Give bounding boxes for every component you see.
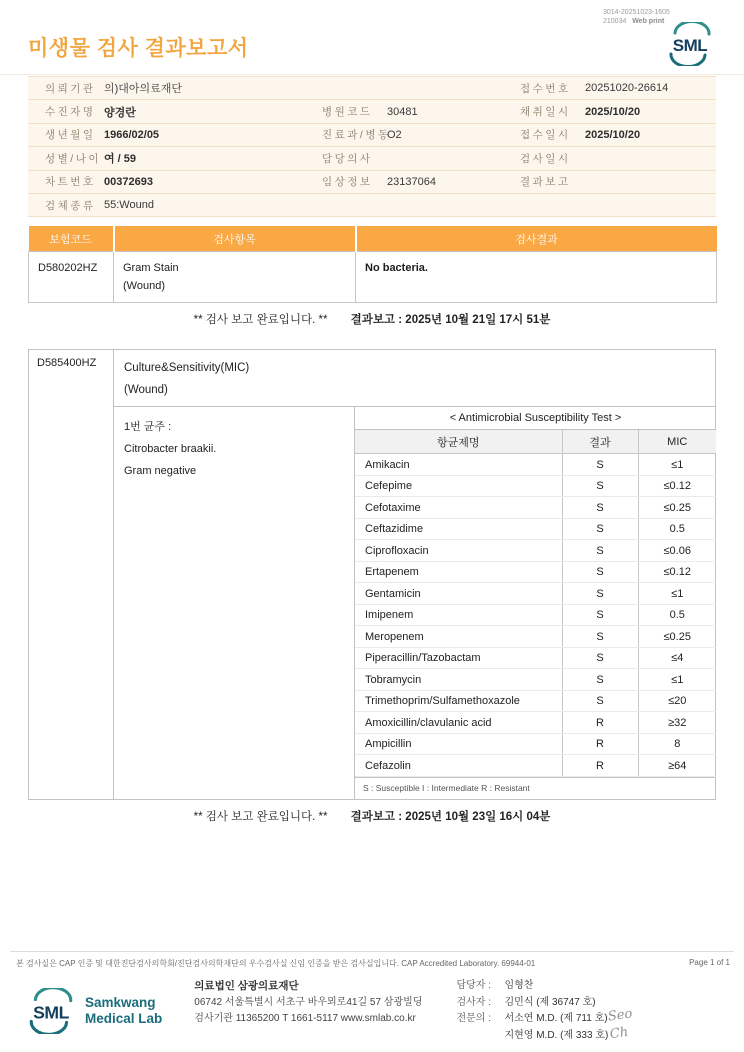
antibiotic-mic: 0.5 <box>638 604 716 626</box>
field-value: 여 / 59 <box>100 147 305 170</box>
antibiotic-mic: ≤1 <box>638 583 716 605</box>
column-header-code: 보험코드 <box>29 226 114 251</box>
ast-legend: S : Susceptible I : Intermediate R : Resistant <box>355 777 716 799</box>
antibiotic-result: R <box>562 755 638 777</box>
sml-logo-icon <box>664 22 716 66</box>
accreditation-text: 본 검사실은 CAP 인증 및 대한진단검사의학회/진단검사의학재단의 우수검사실 신임 인증을 받은 검사실입니다. CAP Accredited Laboratory. 69944-01 <box>16 959 536 968</box>
antibiotic-result: S <box>562 626 638 648</box>
field-value: 의)대아의료재단 <box>100 77 503 100</box>
field-label: 결과보고 <box>503 170 581 193</box>
report-footer <box>0 951 744 1052</box>
field-label: 병원코드 <box>305 100 383 123</box>
antibiotic-result: R <box>562 733 638 755</box>
antibiotic-name: Trimethoprim/Sulfamethoxazole <box>355 690 562 712</box>
ast-area <box>355 407 716 799</box>
antibiotic-name: Meropenem <box>355 626 562 648</box>
antibiotic-result: S <box>562 647 638 669</box>
antibiotic-result: S <box>562 518 638 540</box>
antibiotic-name: Ciprofloxacin <box>355 540 562 562</box>
antibiotic-name: Piperacillin/Tazobactam <box>355 647 562 669</box>
print-type: Web print <box>632 18 665 25</box>
field-label: 담당의사 <box>305 147 383 170</box>
patient-info-table <box>28 76 716 217</box>
ast-col-mic: MIC <box>638 430 716 454</box>
test-code: D585400HZ <box>29 350 114 799</box>
field-label: 차트번호 <box>28 170 100 193</box>
gram-stain-table <box>28 226 717 303</box>
ast-col-result: 결과 <box>562 430 638 454</box>
staff-row: 지현영 M.D. (제 333 호) <box>504 1029 609 1041</box>
field-value: 2025/10/20 <box>581 100 716 123</box>
ast-row <box>355 690 716 712</box>
antibiotic-name: Gentamicin <box>355 583 562 605</box>
org-name: 의료법인 삼광의료재단 <box>194 980 299 992</box>
print-info <box>603 8 670 26</box>
patient-info-row <box>28 100 716 123</box>
antibiotic-mic: ≤0.25 <box>638 626 716 648</box>
antibiotic-mic: ≤0.25 <box>638 497 716 519</box>
field-label: 진료과/병동 <box>305 123 383 146</box>
field-label: 접수일시 <box>503 123 581 146</box>
culture-lower <box>114 407 716 799</box>
ast-row <box>355 454 716 476</box>
patient-info-row <box>28 123 716 146</box>
svg-text:SML: SML <box>33 1002 69 1023</box>
doctor-signature: Seo <box>607 1006 634 1025</box>
antibiotic-mic: ≤0.06 <box>638 540 716 562</box>
report-time: 결과보고 : 2025년 10월 21일 17시 51분 <box>350 313 551 326</box>
field-value <box>581 170 716 193</box>
accreditation-row <box>10 951 734 969</box>
ast-row <box>355 733 716 755</box>
field-value: 1966/02/05 <box>100 123 305 146</box>
field-label: 의뢰기관 <box>28 77 100 100</box>
antibiotic-name: Cefazolin <box>355 755 562 777</box>
ast-row <box>355 626 716 648</box>
org-contact: 검사기관 11365200 T 1661-5117 www.smlab.co.kr <box>194 1013 416 1024</box>
field-value: 23137064 <box>383 170 503 193</box>
complete-note: ** 검사 보고 완료입니다. ** <box>193 810 328 823</box>
culture-content <box>114 350 716 799</box>
antibiotic-name: Amikacin <box>355 454 562 476</box>
field-value <box>581 147 716 170</box>
field-label: 임상정보 <box>305 170 383 193</box>
staff-row: 전문의 : 서소연 M.D. (제 711 호) <box>456 1013 608 1024</box>
ast-row <box>355 475 716 497</box>
antibiotic-result: S <box>562 497 638 519</box>
print-id: 3014-20251023-1605 <box>603 9 670 16</box>
gram-stain-complete-line <box>28 311 716 327</box>
organism-name: Citrobacter braakii. <box>124 442 217 455</box>
antibiotic-name: Imipenem <box>355 604 562 626</box>
field-label: 수진자명 <box>28 100 100 123</box>
field-value: 30481 <box>383 100 503 123</box>
field-label: 채취일시 <box>503 100 581 123</box>
page-number: Page 1 of 1 <box>689 958 730 967</box>
antibiotic-name: Ceftazidime <box>355 518 562 540</box>
antibiotic-result: S <box>562 604 638 626</box>
ast-row <box>355 583 716 605</box>
field-value: 20251020-26614 <box>581 77 716 100</box>
culture-complete-line <box>28 808 716 824</box>
page-title: 미생물 검사 결과보고서 <box>28 37 249 60</box>
gram-result: Gram negative <box>124 464 197 477</box>
antibiotic-name: Ertapenem <box>355 561 562 583</box>
test-name: Gram Stain (Wound) <box>114 251 356 302</box>
test-code: D580202HZ <box>29 251 114 302</box>
svg-text:SML: SML <box>672 36 708 55</box>
antibiotic-result: S <box>562 690 638 712</box>
antibiotic-name: Cefepime <box>355 475 562 497</box>
strain-label: 1번 균주 : <box>124 420 172 433</box>
ast-row <box>355 518 716 540</box>
report-header <box>0 0 744 75</box>
antibiotic-mic: ≥32 <box>638 712 716 734</box>
field-label: 생년월일 <box>28 123 100 146</box>
strain-info <box>114 407 355 799</box>
sml-logo-icon <box>24 988 78 1034</box>
antibiotic-mic: ≤0.12 <box>638 561 716 583</box>
result-header-row <box>29 226 717 251</box>
field-value: 양경란 <box>100 100 305 123</box>
patient-info-row <box>28 77 716 100</box>
antibiotic-name: Amoxicillin/clavulanic acid <box>355 712 562 734</box>
ast-row <box>355 647 716 669</box>
column-header-result: 검사결과 <box>356 226 717 251</box>
antibiotic-name: Tobramycin <box>355 669 562 691</box>
ast-table <box>355 430 716 777</box>
field-value: 00372693 <box>100 170 305 193</box>
complete-note: ** 검사 보고 완료입니다. ** <box>193 313 328 326</box>
sml-logo <box>664 22 716 69</box>
ast-row <box>355 669 716 691</box>
field-value: O2 <box>383 123 503 146</box>
field-label: 접수번호 <box>503 77 581 100</box>
antibiotic-mic: ≥64 <box>638 755 716 777</box>
test-name: Culture&Sensitivity(MIC) (Wound) <box>114 350 716 407</box>
staff-row: 검사자 : 김민식 (제 36747 호) <box>456 996 596 1008</box>
ast-row <box>355 497 716 519</box>
patient-info-row <box>28 193 716 216</box>
field-label: 성별/나이 <box>28 147 100 170</box>
antibiotic-mic: ≤1 <box>638 454 716 476</box>
antibiotic-mic: 0.5 <box>638 518 716 540</box>
test-result: No bacteria. <box>356 251 717 302</box>
antibiotic-mic: ≤0.12 <box>638 475 716 497</box>
field-value: 55:Wound <box>100 193 716 216</box>
staff-row: 담당자 : 임형찬 <box>456 980 534 991</box>
field-value: 2025/10/20 <box>581 123 716 146</box>
patient-info-row <box>28 170 716 193</box>
antibiotic-mic: ≤20 <box>638 690 716 712</box>
culture-sensitivity-block <box>28 349 716 800</box>
antibiotic-result: S <box>562 475 638 497</box>
antibiotic-result: S <box>562 561 638 583</box>
ast-row <box>355 604 716 626</box>
field-value <box>383 147 503 170</box>
antibiotic-name: Cefotaxime <box>355 497 562 519</box>
field-label: 검체종류 <box>28 193 100 216</box>
antibiotic-result: S <box>562 583 638 605</box>
lab-org-info <box>194 978 422 1044</box>
staff-block <box>456 978 634 1044</box>
footer-logo <box>24 978 162 1044</box>
column-header-test: 검사항목 <box>114 226 356 251</box>
doctor-signature: Ch <box>609 1024 630 1043</box>
print-meta: 210034 Web print <box>603 18 665 25</box>
ast-row <box>355 540 716 562</box>
ast-row <box>355 712 716 734</box>
org-address: 06742 서울특별시 서초구 바우뫼로41길 57 삼광빌딩 <box>194 996 423 1008</box>
lab-wordmark: Samkwang Medical Lab <box>85 995 163 1026</box>
antibiotic-mic: ≤4 <box>638 647 716 669</box>
report-time: 결과보고 : 2025년 10월 23일 16시 04분 <box>350 810 551 823</box>
antibiotic-mic: 8 <box>638 733 716 755</box>
ast-header-row <box>355 430 716 454</box>
gram-stain-row <box>29 251 717 302</box>
ast-row <box>355 561 716 583</box>
footer-main <box>0 969 744 1044</box>
antibiotic-result: S <box>562 669 638 691</box>
antibiotic-name: Ampicillin <box>355 733 562 755</box>
field-label: 검사일시 <box>503 147 581 170</box>
ast-row <box>355 755 716 777</box>
patient-info-row <box>28 147 716 170</box>
ast-title: < Antimicrobial Susceptibility Test > <box>355 407 716 430</box>
ast-col-name: 항균제명 <box>355 430 562 454</box>
antibiotic-mic: ≤1 <box>638 669 716 691</box>
antibiotic-result: S <box>562 540 638 562</box>
antibiotic-result: S <box>562 454 638 476</box>
antibiotic-result: R <box>562 712 638 734</box>
